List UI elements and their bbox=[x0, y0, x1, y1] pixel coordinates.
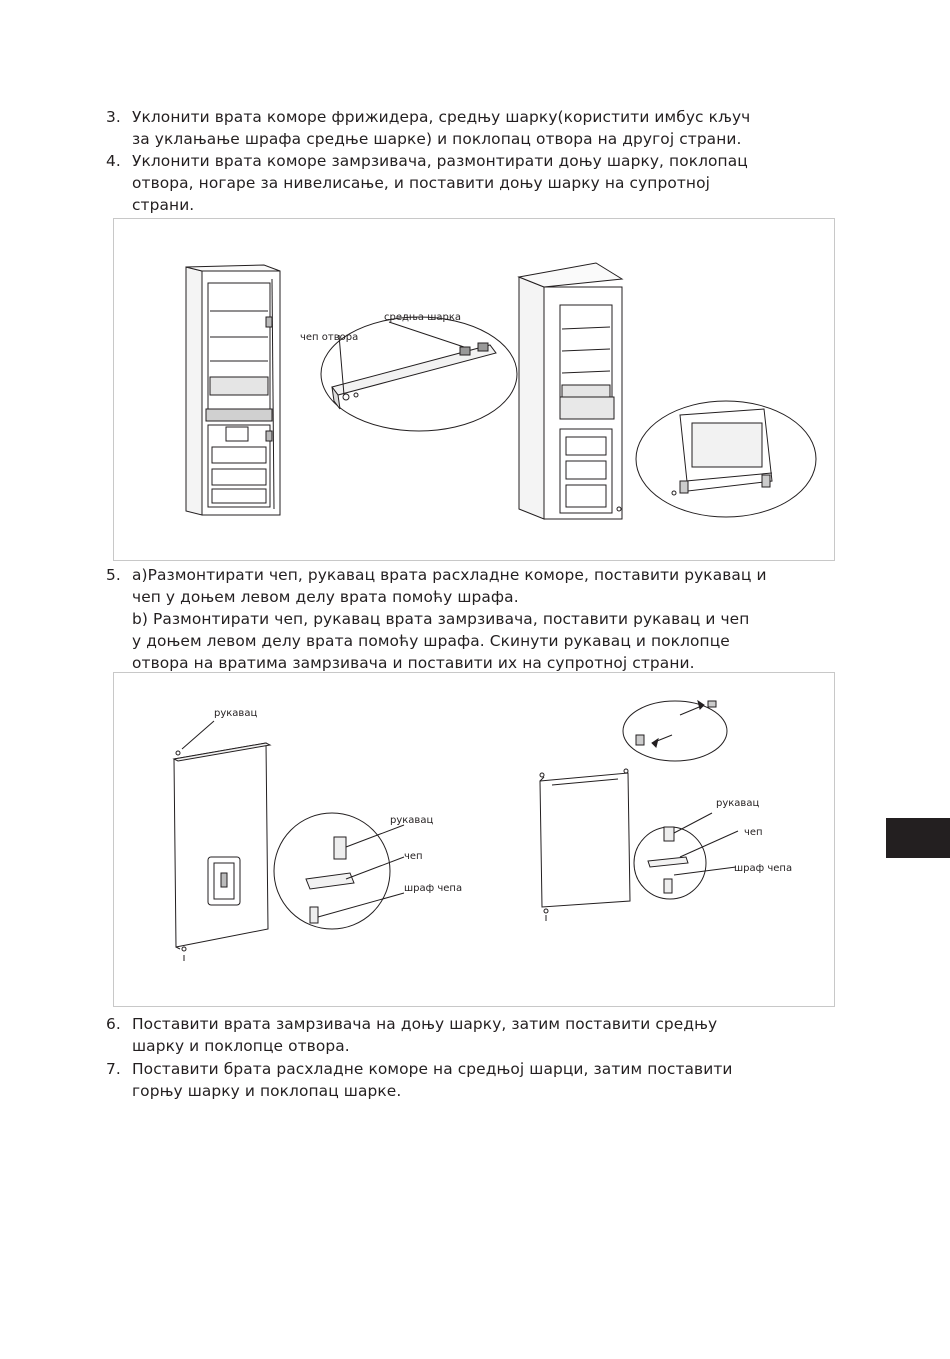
step-text-line: чеп у доњем левом делу врата помоћу шрафа. bbox=[132, 588, 519, 606]
fridge-door-dispenser-illustration bbox=[174, 721, 270, 961]
plug-label: чеп bbox=[404, 851, 423, 862]
step-text-line: Уклонити врата коморе фрижидера, средњу шарку(користити имбус кључ bbox=[132, 108, 751, 126]
step-text-line: Уклонити врата коморе замрзивача, размонтирати доњу шарку, поклопац bbox=[132, 152, 748, 170]
plug-screw-label: шраф чепа bbox=[404, 883, 463, 894]
fridge-doors-removed-illustration bbox=[519, 263, 622, 519]
plug-swap-detail bbox=[623, 701, 727, 761]
step-7 bbox=[106, 1058, 846, 1102]
step-number: 6. bbox=[106, 1015, 121, 1033]
bottom-hinge-detail bbox=[636, 401, 816, 517]
step-text-line: а)Размонтирати чеп, рукавац врата расхладне коморе, поставити рукавац и bbox=[132, 566, 767, 584]
right-bushing-detail bbox=[634, 813, 738, 899]
right-bushing-label: рукавац bbox=[716, 798, 760, 809]
step-text-line: отвора на вратима замрзивача и поставити их на супротној страни. bbox=[132, 654, 695, 672]
figure-2-illustration bbox=[114, 673, 836, 1008]
step-text-line: за уклањање шрафа средње шарке) и поклопац отвора на другој страни. bbox=[132, 130, 742, 148]
bushing-label: рукавац bbox=[390, 815, 434, 826]
section-tab-marker bbox=[886, 818, 950, 858]
fridge-open-left-illustration bbox=[186, 265, 280, 515]
freezer-door-illustration bbox=[540, 769, 630, 921]
step-text-line: b) Размонтирати чеп, рукавац врата замрзивача, поставити рукавац и чеп bbox=[132, 610, 750, 628]
bushing-top-label: рукавац bbox=[214, 708, 258, 719]
step-number: 4. bbox=[106, 152, 121, 170]
step-text-line: у доњем левом делу врата помоћу шрафа. Скинути рукавац и поклопце bbox=[132, 632, 730, 650]
step-number: 3. bbox=[106, 108, 121, 126]
step-5 bbox=[106, 564, 846, 674]
step-text-line: отвора, ногаре за нивелисање, и поставити доњу шарку на супротној bbox=[132, 174, 710, 192]
step-number: 7. bbox=[106, 1060, 121, 1078]
step-text-line: шарку и поклопце отвора. bbox=[132, 1037, 350, 1055]
left-bushing-detail bbox=[274, 813, 404, 929]
step-text-line: страни. bbox=[132, 196, 195, 214]
step-text-line: Поставити врата замрзивача на доњу шарку, затим поставити средњу bbox=[132, 1015, 718, 1033]
step-4 bbox=[106, 150, 846, 216]
middle-hinge-label: средња шарка bbox=[384, 312, 461, 323]
step-text-line: Поставити брата расхладне коморе на средњој шарци, затим поставити bbox=[132, 1060, 733, 1078]
right-plug-screw-label: шраф чепа bbox=[734, 863, 793, 874]
hole-plug-label: чеп отвора bbox=[300, 332, 359, 343]
right-plug-label: чеп bbox=[744, 827, 763, 838]
step-number: 5. bbox=[106, 566, 121, 584]
step-text-line: горњу шарку и поклопац шарке. bbox=[132, 1082, 402, 1100]
step-3 bbox=[106, 106, 846, 150]
step-6 bbox=[106, 1013, 846, 1057]
figure-door-bushings bbox=[113, 672, 835, 1007]
figure-1-illustration bbox=[114, 219, 836, 562]
figure-remove-doors bbox=[113, 218, 835, 561]
